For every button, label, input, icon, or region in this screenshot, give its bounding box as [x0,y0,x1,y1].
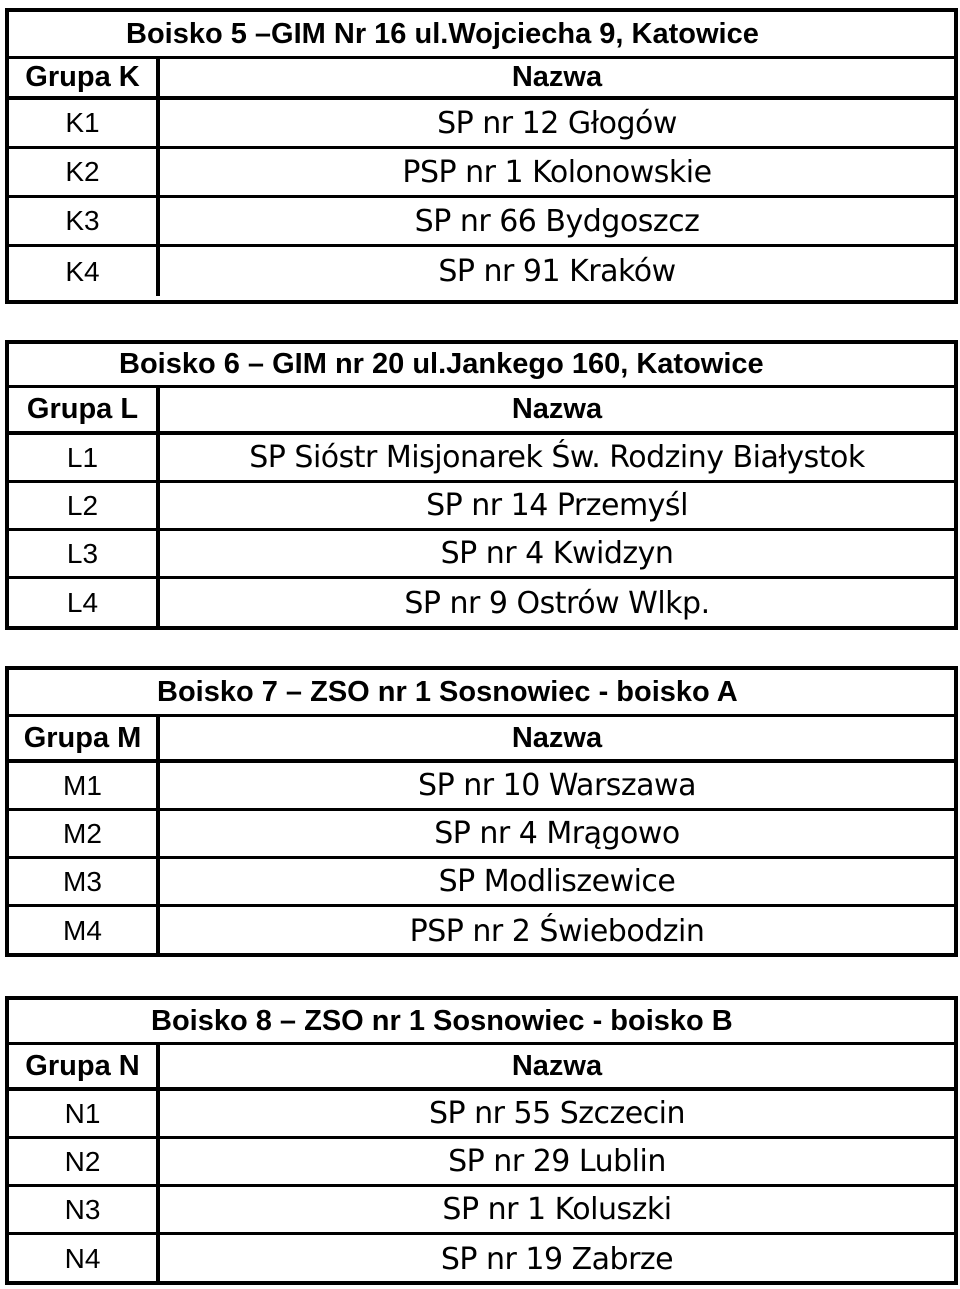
table-row [9,198,954,247]
name-cell: SP nr 1 Koluszki [442,1192,672,1227]
table-row [9,531,954,579]
group-cell: M1 [9,763,160,808]
venue-title: Boisko 8 – ZSO nr 1 Sosnowiec - boisko B [9,1000,954,1045]
name-cell: PSP nr 2 Świebodzin [409,913,705,949]
group-cell: K2 [9,149,160,195]
group-cell: L3 [9,531,160,576]
group-column-header: Grupa N [9,1045,160,1087]
group-cell: L4 [9,579,160,627]
name-cell: SP Sióstr Misjonarek Św. Rodziny Białystok [249,440,865,475]
name-cell: SP nr 19 Zabrze [440,1241,674,1277]
group-cell: N2 [9,1139,160,1184]
venue-title: Boisko 6 – GIM nr 20 ul.Jankego 160, Katowice [9,344,954,388]
table-row [9,247,954,296]
group-cell: K1 [9,100,160,146]
group-cell: K4 [9,247,160,296]
name-column-header: Nazwa [511,1049,603,1082]
venue-title: Boisko 5 –GIM Nr 16 ul.Wojciecha 9, Katowice [9,12,954,59]
name-cell: SP nr 4 Mrągowo [434,816,680,851]
group-cell: L2 [9,483,160,528]
group-column-header: Grupa L [9,388,160,431]
name-cell: SP nr 4 Kwidzyn [440,536,674,571]
table-boisko-7 [5,666,958,957]
name-cell: SP nr 29 Lublin [448,1144,666,1179]
name-cell: PSP nr 1 Kolonowskie [402,154,712,190]
name-cell: SP nr 12 Głogów [437,105,677,141]
name-cell: SP nr 91 Kraków [438,254,676,289]
name-column-header: Nazwa [511,393,603,425]
table-row [9,907,954,955]
venue-title: Boisko 7 – ZSO nr 1 Sosnowiec - boisko A [9,670,954,717]
table-row [9,1091,954,1139]
group-cell: N1 [9,1091,160,1136]
group-cell: N3 [9,1187,160,1232]
name-column-header: Nazwa [511,721,603,754]
table-row [9,811,954,859]
table-row [9,483,954,531]
table-row [9,763,954,811]
name-cell: SP nr 55 Szczecin [428,1096,686,1131]
table-row [9,579,954,627]
group-column-header: Grupa M [9,717,160,759]
table-row [9,859,954,907]
name-cell: SP nr 9 Ostrów Wlkp. [404,585,710,621]
group-cell: M3 [9,859,160,904]
group-cell: L1 [9,435,160,480]
group-cell: K3 [9,198,160,244]
table-boisko-8 [5,996,958,1285]
table-row [9,1187,954,1235]
table-row [9,149,954,198]
group-cell: M2 [9,811,160,856]
table-header-row [9,59,954,100]
group-column-header: Grupa K [9,59,160,96]
table-header-row [9,1045,954,1091]
table-header-row [9,388,954,435]
name-cell: SP nr 66 Bydgoszcz [414,203,700,239]
table-row [9,435,954,483]
name-cell: SP nr 10 Warszawa [418,768,696,803]
table-header-row [9,717,954,763]
name-cell: SP Modliszewice [438,864,676,899]
name-cell: SP nr 14 Przemyśl [426,488,688,523]
group-cell: N4 [9,1235,160,1283]
table-row [9,1235,954,1283]
table-row [9,1139,954,1187]
group-cell: M4 [9,907,160,955]
name-column-header: Nazwa [511,61,603,93]
table-row [9,100,954,149]
table-boisko-5 [5,8,958,304]
table-boisko-6 [5,340,958,630]
